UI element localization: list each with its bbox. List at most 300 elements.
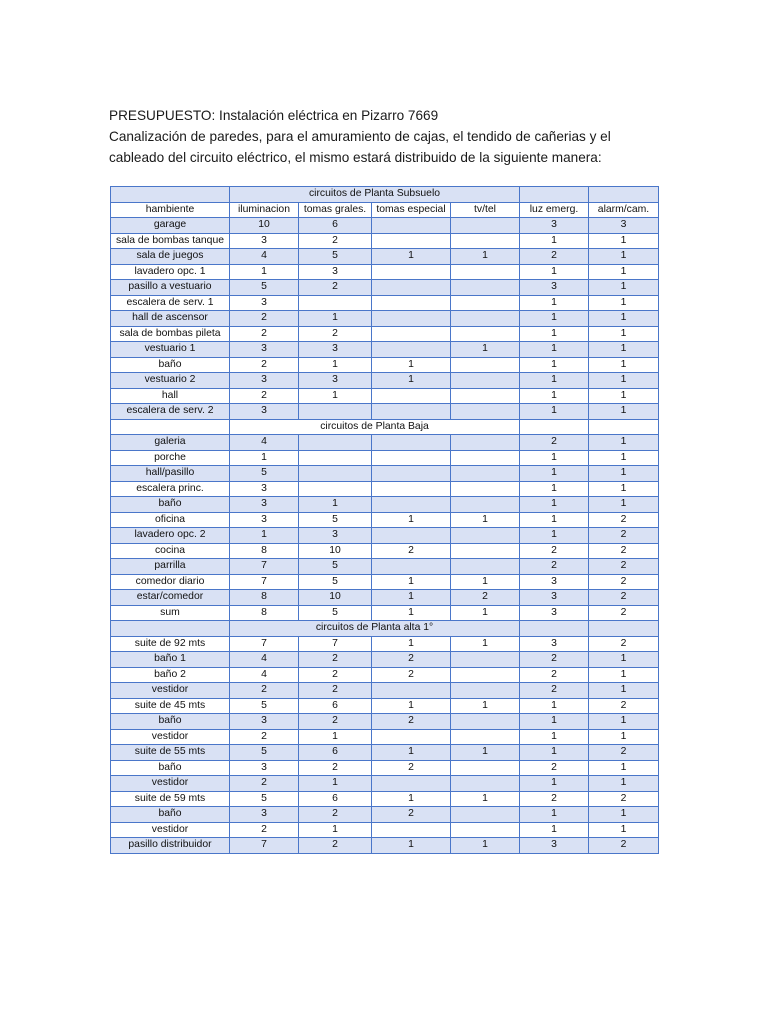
count-cell: 3 — [230, 295, 299, 311]
count-cell: 3 — [230, 404, 299, 420]
table-row — [111, 776, 659, 792]
count-cell: 5 — [230, 280, 299, 296]
count-cell: 1 — [520, 481, 589, 497]
table-row — [111, 698, 659, 714]
count-cell: 2 — [520, 760, 589, 776]
document-heading — [109, 105, 669, 168]
count-cell: 1 — [520, 342, 589, 358]
count-cell — [372, 466, 451, 482]
table-row — [111, 233, 659, 249]
count-cell — [372, 264, 451, 280]
count-cell: 1 — [589, 295, 659, 311]
section-title-row — [111, 187, 659, 203]
count-cell: 1 — [520, 807, 589, 823]
count-cell: 3 — [299, 528, 372, 544]
column-header: luz emerg. — [520, 202, 589, 218]
empty-cell — [520, 419, 589, 435]
count-cell — [451, 264, 520, 280]
count-cell: 8 — [230, 590, 299, 606]
count-cell — [451, 326, 520, 342]
count-cell — [372, 342, 451, 358]
count-cell: 1 — [589, 404, 659, 420]
table-row — [111, 636, 659, 652]
count-cell: 1 — [451, 574, 520, 590]
empty-cell — [111, 419, 230, 435]
count-cell: 2 — [589, 838, 659, 854]
count-cell: 7 — [230, 838, 299, 854]
count-cell: 5 — [299, 574, 372, 590]
table-row — [111, 481, 659, 497]
count-cell: 1 — [372, 636, 451, 652]
count-cell — [372, 326, 451, 342]
count-cell: 1 — [299, 497, 372, 513]
count-cell: 1 — [520, 295, 589, 311]
room-name: baño 1 — [111, 652, 230, 668]
count-cell — [451, 760, 520, 776]
table-row — [111, 760, 659, 776]
count-cell: 2 — [589, 698, 659, 714]
count-cell — [372, 822, 451, 838]
count-cell: 5 — [230, 698, 299, 714]
count-cell: 1 — [299, 311, 372, 327]
count-cell: 2 — [372, 543, 451, 559]
empty-cell — [111, 187, 230, 203]
count-cell: 2 — [589, 745, 659, 761]
room-name: vestuario 2 — [111, 373, 230, 389]
count-cell: 7 — [230, 559, 299, 575]
count-cell: 1 — [589, 388, 659, 404]
count-cell: 3 — [230, 512, 299, 528]
count-cell: 1 — [372, 590, 451, 606]
count-cell — [372, 388, 451, 404]
count-cell — [451, 729, 520, 745]
room-name: escalera de serv. 2 — [111, 404, 230, 420]
count-cell — [372, 559, 451, 575]
count-cell — [451, 776, 520, 792]
table-row — [111, 373, 659, 389]
column-header: alarm/cam. — [589, 202, 659, 218]
room-name: hall/pasillo — [111, 466, 230, 482]
count-cell: 8 — [230, 605, 299, 621]
count-cell: 2 — [230, 388, 299, 404]
room-name: sala de bombas tanque — [111, 233, 230, 249]
count-cell: 3 — [230, 714, 299, 730]
table-row — [111, 807, 659, 823]
count-cell: 2 — [589, 791, 659, 807]
count-cell: 1 — [589, 481, 659, 497]
table-row — [111, 295, 659, 311]
room-name: baño — [111, 497, 230, 513]
room-name: suite de 92 mts — [111, 636, 230, 652]
room-name: pasillo distribuidor — [111, 838, 230, 854]
count-cell — [451, 388, 520, 404]
count-cell — [451, 807, 520, 823]
column-header: hambiente — [111, 202, 230, 218]
room-name: vestuario 1 — [111, 342, 230, 358]
count-cell: 1 — [589, 760, 659, 776]
count-cell — [372, 481, 451, 497]
count-cell: 2 — [589, 590, 659, 606]
table-row — [111, 590, 659, 606]
empty-cell — [520, 621, 589, 637]
count-cell: 3 — [589, 218, 659, 234]
count-cell: 3 — [520, 838, 589, 854]
room-name: suite de 45 mts — [111, 698, 230, 714]
count-cell: 2 — [299, 838, 372, 854]
count-cell: 1 — [589, 233, 659, 249]
count-cell: 1 — [451, 838, 520, 854]
count-cell — [299, 466, 372, 482]
column-header: tomas especial — [372, 202, 451, 218]
count-cell — [372, 233, 451, 249]
count-cell: 3 — [299, 342, 372, 358]
count-cell — [299, 404, 372, 420]
count-cell: 2 — [520, 791, 589, 807]
count-cell: 1 — [589, 342, 659, 358]
count-cell: 6 — [299, 218, 372, 234]
count-cell: 1 — [372, 373, 451, 389]
count-cell: 3 — [299, 264, 372, 280]
count-cell: 3 — [520, 218, 589, 234]
count-cell: 1 — [520, 729, 589, 745]
column-header: tv/tel — [451, 202, 520, 218]
count-cell: 1 — [520, 512, 589, 528]
table-row — [111, 512, 659, 528]
count-cell: 1 — [372, 249, 451, 265]
count-cell: 5 — [299, 512, 372, 528]
count-cell: 2 — [230, 822, 299, 838]
count-cell: 2 — [299, 760, 372, 776]
section-title-row — [111, 621, 659, 637]
count-cell: 2 — [299, 667, 372, 683]
table-row — [111, 714, 659, 730]
count-cell: 1 — [372, 605, 451, 621]
table-row — [111, 559, 659, 575]
count-cell: 1 — [451, 745, 520, 761]
count-cell — [451, 667, 520, 683]
table-row — [111, 435, 659, 451]
count-cell: 1 — [520, 698, 589, 714]
count-cell — [451, 435, 520, 451]
count-cell — [372, 497, 451, 513]
table-row — [111, 280, 659, 296]
count-cell: 2 — [589, 559, 659, 575]
count-cell: 1 — [299, 729, 372, 745]
room-name: oficina — [111, 512, 230, 528]
empty-cell — [589, 621, 659, 637]
count-cell: 3 — [230, 760, 299, 776]
table-row — [111, 342, 659, 358]
room-name: vestidor — [111, 822, 230, 838]
count-cell: 2 — [372, 760, 451, 776]
table-row — [111, 745, 659, 761]
table-row — [111, 791, 659, 807]
count-cell: 1 — [451, 342, 520, 358]
count-cell: 2 — [230, 311, 299, 327]
budget-title: PRESUPUESTO: Instalación eléctrica en Pizarro 7669 — [109, 108, 439, 123]
count-cell: 1 — [520, 714, 589, 730]
room-name: cocina — [111, 543, 230, 559]
count-cell — [451, 404, 520, 420]
count-cell: 1 — [372, 838, 451, 854]
count-cell — [451, 280, 520, 296]
count-cell — [451, 295, 520, 311]
count-cell: 1 — [589, 822, 659, 838]
count-cell: 3 — [520, 280, 589, 296]
table-row — [111, 543, 659, 559]
count-cell — [451, 481, 520, 497]
table-row — [111, 528, 659, 544]
count-cell: 2 — [299, 807, 372, 823]
count-cell: 2 — [520, 249, 589, 265]
count-cell: 1 — [520, 450, 589, 466]
count-cell: 2 — [589, 636, 659, 652]
count-cell — [451, 466, 520, 482]
description-line-1: Canalización de paredes, para el amuramiento de cajas, el tendido de cañerias y el — [109, 129, 611, 144]
header-row — [111, 202, 659, 218]
count-cell: 1 — [451, 791, 520, 807]
table-row — [111, 357, 659, 373]
count-cell: 1 — [589, 249, 659, 265]
table-row — [111, 822, 659, 838]
count-cell: 3 — [520, 636, 589, 652]
count-cell: 1 — [589, 357, 659, 373]
count-cell: 1 — [520, 776, 589, 792]
count-cell — [372, 311, 451, 327]
count-cell: 1 — [589, 264, 659, 280]
table-row — [111, 388, 659, 404]
count-cell: 2 — [230, 357, 299, 373]
count-cell — [451, 559, 520, 575]
count-cell: 3 — [520, 605, 589, 621]
count-cell — [372, 729, 451, 745]
room-name: pasillo a vestuario — [111, 280, 230, 296]
room-name: baño — [111, 714, 230, 730]
room-name: escalera princ. — [111, 481, 230, 497]
table-row — [111, 249, 659, 265]
count-cell: 5 — [299, 559, 372, 575]
count-cell: 1 — [520, 466, 589, 482]
room-name: galeria — [111, 435, 230, 451]
room-name: comedor diario — [111, 574, 230, 590]
column-header: iluminacion — [230, 202, 299, 218]
count-cell — [451, 652, 520, 668]
count-cell: 4 — [230, 435, 299, 451]
count-cell: 3 — [230, 373, 299, 389]
count-cell: 2 — [451, 590, 520, 606]
room-name: vestidor — [111, 729, 230, 745]
room-name: vestidor — [111, 683, 230, 699]
count-cell: 1 — [589, 652, 659, 668]
count-cell: 7 — [230, 636, 299, 652]
count-cell: 1 — [520, 373, 589, 389]
room-name: estar/comedor — [111, 590, 230, 606]
count-cell: 1 — [589, 667, 659, 683]
count-cell: 3 — [520, 590, 589, 606]
count-cell — [451, 311, 520, 327]
count-cell: 1 — [520, 388, 589, 404]
count-cell: 2 — [299, 280, 372, 296]
count-cell — [299, 481, 372, 497]
count-cell: 3 — [230, 233, 299, 249]
count-cell: 1 — [589, 776, 659, 792]
table-row — [111, 326, 659, 342]
count-cell: 5 — [299, 605, 372, 621]
room-name: escalera de serv. 1 — [111, 295, 230, 311]
count-cell: 6 — [299, 791, 372, 807]
count-cell: 3 — [230, 342, 299, 358]
count-cell: 7 — [299, 636, 372, 652]
count-cell: 1 — [589, 497, 659, 513]
count-cell — [299, 435, 372, 451]
count-cell: 5 — [230, 791, 299, 807]
table-row — [111, 652, 659, 668]
count-cell: 2 — [589, 605, 659, 621]
count-cell: 1 — [589, 435, 659, 451]
count-cell: 10 — [299, 543, 372, 559]
room-name: baño — [111, 760, 230, 776]
count-cell: 2 — [299, 652, 372, 668]
count-cell: 1 — [520, 528, 589, 544]
section-title: circuitos de Planta Baja — [230, 419, 520, 435]
count-cell: 1 — [589, 807, 659, 823]
count-cell — [451, 683, 520, 699]
count-cell: 1 — [520, 745, 589, 761]
column-header: tomas grales. — [299, 202, 372, 218]
table-row — [111, 311, 659, 327]
count-cell: 1 — [372, 574, 451, 590]
room-name: baño — [111, 807, 230, 823]
section-title-row — [111, 419, 659, 435]
count-cell: 2 — [520, 543, 589, 559]
count-cell: 1 — [230, 528, 299, 544]
count-cell: 1 — [372, 357, 451, 373]
count-cell — [372, 218, 451, 234]
count-cell: 2 — [230, 683, 299, 699]
room-name: hall de ascensor — [111, 311, 230, 327]
table-row — [111, 605, 659, 621]
count-cell — [451, 373, 520, 389]
room-name: parrilla — [111, 559, 230, 575]
room-name: vestidor — [111, 776, 230, 792]
room-name: sum — [111, 605, 230, 621]
count-cell: 2 — [372, 652, 451, 668]
count-cell — [451, 528, 520, 544]
count-cell: 2 — [372, 714, 451, 730]
count-cell: 2 — [230, 776, 299, 792]
count-cell — [451, 543, 520, 559]
count-cell: 3 — [230, 497, 299, 513]
count-cell: 1 — [451, 249, 520, 265]
count-cell: 4 — [230, 667, 299, 683]
count-cell: 1 — [299, 776, 372, 792]
count-cell — [372, 776, 451, 792]
count-cell: 6 — [299, 745, 372, 761]
room-name: lavadero opc. 1 — [111, 264, 230, 280]
count-cell: 1 — [520, 497, 589, 513]
count-cell — [451, 357, 520, 373]
count-cell: 3 — [230, 481, 299, 497]
count-cell: 2 — [589, 543, 659, 559]
count-cell: 7 — [230, 574, 299, 590]
description-line-2: cableado del circuito eléctrico, el mismo estará distribuido de la siguiente manera: — [109, 150, 602, 165]
table-row — [111, 497, 659, 513]
count-cell — [451, 497, 520, 513]
count-cell: 1 — [589, 450, 659, 466]
count-cell: 1 — [589, 683, 659, 699]
count-cell: 1 — [372, 698, 451, 714]
count-cell: 1 — [520, 822, 589, 838]
section-title: circuitos de Planta alta 1° — [230, 621, 520, 637]
count-cell: 1 — [230, 264, 299, 280]
count-cell: 2 — [520, 683, 589, 699]
table-row — [111, 838, 659, 854]
table-row — [111, 683, 659, 699]
count-cell: 1 — [451, 698, 520, 714]
room-name: baño — [111, 357, 230, 373]
count-cell — [451, 822, 520, 838]
count-cell: 2 — [520, 435, 589, 451]
count-cell: 1 — [299, 388, 372, 404]
room-name: hall — [111, 388, 230, 404]
count-cell: 2 — [299, 683, 372, 699]
table-row — [111, 466, 659, 482]
table-row — [111, 729, 659, 745]
count-cell — [372, 280, 451, 296]
count-cell: 4 — [230, 249, 299, 265]
count-cell: 1 — [589, 466, 659, 482]
count-cell: 5 — [230, 745, 299, 761]
count-cell — [451, 714, 520, 730]
count-cell — [299, 295, 372, 311]
count-cell: 2 — [230, 729, 299, 745]
count-cell: 10 — [230, 218, 299, 234]
room-name: porche — [111, 450, 230, 466]
count-cell — [451, 233, 520, 249]
room-name: sala de juegos — [111, 249, 230, 265]
count-cell: 1 — [589, 714, 659, 730]
empty-cell — [589, 419, 659, 435]
table-row — [111, 574, 659, 590]
empty-cell — [520, 187, 589, 203]
count-cell — [372, 435, 451, 451]
count-cell: 1 — [299, 357, 372, 373]
count-cell: 1 — [372, 791, 451, 807]
count-cell: 1 — [589, 280, 659, 296]
count-cell: 1 — [451, 605, 520, 621]
count-cell: 1 — [589, 326, 659, 342]
count-cell: 1 — [589, 373, 659, 389]
count-cell: 2 — [299, 326, 372, 342]
empty-cell — [589, 187, 659, 203]
count-cell: 1 — [520, 264, 589, 280]
room-name: baño 2 — [111, 667, 230, 683]
count-cell: 1 — [451, 512, 520, 528]
count-cell: 1 — [372, 512, 451, 528]
count-cell — [451, 218, 520, 234]
count-cell: 2 — [230, 326, 299, 342]
count-cell: 1 — [520, 326, 589, 342]
table-row — [111, 450, 659, 466]
count-cell: 1 — [589, 729, 659, 745]
count-cell: 1 — [230, 450, 299, 466]
count-cell: 2 — [520, 559, 589, 575]
count-cell: 1 — [520, 311, 589, 327]
count-cell: 2 — [520, 652, 589, 668]
count-cell — [372, 404, 451, 420]
count-cell: 1 — [299, 822, 372, 838]
count-cell: 2 — [299, 233, 372, 249]
